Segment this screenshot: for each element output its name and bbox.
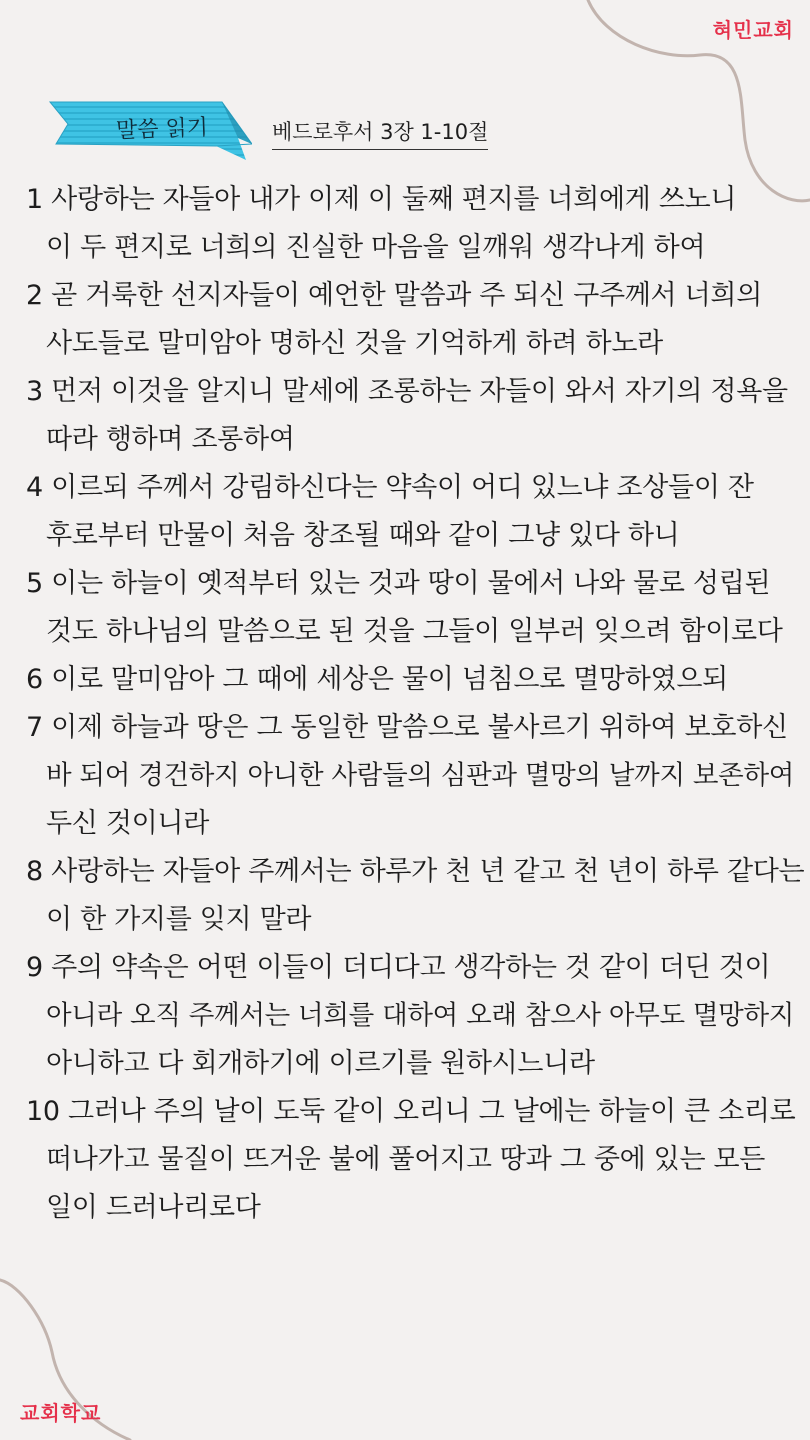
verse-line: 이 한 가지를 잊지 말라 — [46, 904, 312, 935]
verse-line: 아니라 오직 주께서는 너희를 대하여 오래 참으사 아무도 멸망하지 — [46, 1000, 795, 1031]
verse-7 — [26, 704, 804, 848]
verse-line: 사도들로 말미암아 명하신 것을 기억하게 하려 하노라 — [46, 328, 663, 359]
verse-line: 후로부터 만물이 처음 창조될 때와 같이 그냥 있다 하니 — [46, 520, 680, 551]
verse-line: 일이 드러나리로다 — [46, 1192, 261, 1223]
verse-line: 2 곧 거룩한 선지자들이 예언한 말씀과 주 되신 구주께서 너희의 — [26, 280, 762, 311]
verse-line: 이 두 편지로 너희의 진실한 마음을 일깨워 생각나게 하여 — [46, 232, 706, 263]
scripture-reference: 베드로후서 3장 1-10절 — [272, 116, 488, 150]
verse-line: 떠나가고 물질이 뜨거운 불에 풀어지고 땅과 그 중에 있는 모든 — [46, 1144, 766, 1175]
section-label-tag — [46, 100, 252, 162]
verse-list — [26, 176, 804, 1232]
verse-line: 두신 것이니라 — [46, 808, 209, 839]
verse-8 — [26, 848, 804, 944]
school-brand-logo: 교회학교 — [20, 1401, 102, 1425]
verse-line: 5 이는 하늘이 옛적부터 있는 것과 땅이 물에서 나와 물로 성립된 — [26, 568, 771, 599]
church-brand-logo: 혀민교회 — [712, 18, 794, 42]
section-label: 말씀 읽기 — [115, 115, 209, 144]
verse-line: 10 그러나 주의 날이 도둑 같이 오리니 그 날에는 하늘이 큰 소리로 — [26, 1096, 796, 1127]
verse-line: 8 사랑하는 자들아 주께서는 하루가 천 년 같고 천 년이 하루 같다는 — [26, 856, 805, 887]
verse-2 — [26, 272, 804, 368]
verse-line: 7 이제 하늘과 땅은 그 동일한 말씀으로 불사르기 위하여 보호하신 — [26, 712, 788, 743]
verse-line: 4 이르되 주께서 강림하신다는 약속이 어디 있느냐 조상들이 잔 — [26, 472, 754, 503]
verse-4 — [26, 464, 804, 560]
verse-line: 아니하고 다 회개하기에 이르기를 원하시느니라 — [46, 1048, 595, 1079]
verse-6 — [26, 656, 804, 704]
verse-line: 따라 행하며 조롱하여 — [46, 424, 295, 455]
verse-10 — [26, 1088, 804, 1232]
verse-9 — [26, 944, 804, 1088]
verse-line: 1 사랑하는 자들아 내가 이제 이 둘째 편지를 너희에게 쓰노니 — [26, 184, 737, 215]
verse-line: 9 주의 약속은 어떤 이들이 더디다고 생각하는 것 같이 더딘 것이 — [26, 952, 771, 983]
verse-line: 3 먼저 이것을 알지니 말세에 조롱하는 자들이 와서 자기의 정욕을 — [26, 376, 788, 407]
verse-line: 바 되어 경건하지 아니한 사람들의 심판과 멸망의 날까지 보존하여 — [46, 760, 795, 791]
verse-1 — [26, 176, 804, 272]
verse-line: 6 이로 말미암아 그 때에 세상은 물이 넘침으로 멸망하였으되 — [26, 664, 728, 695]
verse-5 — [26, 560, 804, 656]
verse-line: 것도 하나님의 말씀으로 된 것을 그들이 일부러 잊으려 함이로다 — [46, 616, 783, 647]
verse-3 — [26, 368, 804, 464]
